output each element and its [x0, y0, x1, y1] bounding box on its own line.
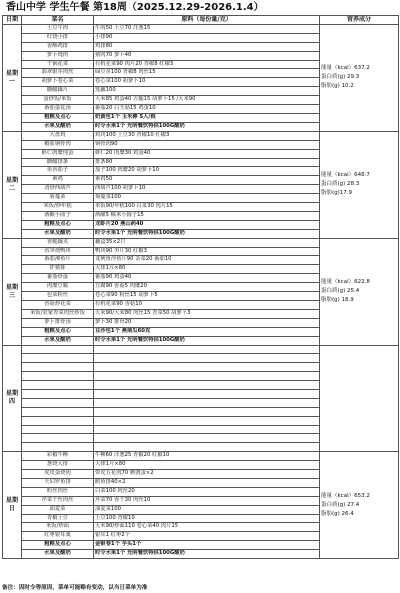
- dish-name: [22, 434, 94, 443]
- dish-name: 糖醋排条: [22, 158, 94, 167]
- dish-ingredients: 卷心菜90 粉丝15 胡萝卜5: [94, 292, 320, 301]
- dish-name: 芹菜干丝肉丝: [22, 496, 94, 505]
- dish-name: 米饭/农家青菜肉丝炒饭: [22, 309, 94, 318]
- dish-name: 萝卜烧肉: [22, 51, 94, 60]
- day-label: 星期三: [3, 238, 22, 345]
- dish-name: 红烧小排: [22, 33, 94, 42]
- dish-name: 干锅花菜: [22, 60, 94, 69]
- dish-name: 番茄炒蛋: [22, 274, 94, 283]
- dish-name: 香笋烧鸭块: [22, 247, 94, 256]
- dish-name: 粉丝肉丝: [22, 487, 94, 496]
- nutrition-info: [320, 131, 399, 238]
- dish-ingredients: 豆腐90 香菇5 肉糜20: [94, 283, 320, 292]
- nutrition-line: 能量（kcal）653.2: [321, 492, 370, 499]
- dish-ingredients: 猪肉70 萝卜40: [94, 51, 320, 60]
- nutrition-line: 脂肪(g) 26.4: [321, 510, 354, 517]
- dish-ingredients: 小排90: [94, 33, 320, 42]
- dish-name: [22, 381, 94, 390]
- dish-ingredients: 鸡排80: [94, 42, 320, 51]
- dish-name: 香脆藕夹: [22, 238, 94, 247]
- dish-ingredients: [94, 416, 320, 425]
- dish-name: [22, 345, 94, 354]
- dish-ingredients: 莲藕100: [94, 87, 320, 96]
- dish-ingredients: [94, 345, 320, 354]
- nutrition-info: [320, 345, 399, 452]
- dish-ingredients: 金银卷1个 芋头1个: [94, 541, 320, 550]
- table-row: [3, 345, 399, 354]
- dish-ingredients: 排条80: [94, 158, 320, 167]
- dish-ingredients: 带皮五花肉70 鹌鹑蛋×2: [94, 470, 320, 479]
- dish-name: [22, 354, 94, 363]
- day-label: 星期二: [3, 131, 22, 238]
- dish-ingredients: [94, 407, 320, 416]
- dish-name: 番茄蛋花汤: [22, 105, 94, 114]
- day-label: 星期四: [3, 345, 22, 452]
- dish-ingredients: 虾仁20 肉糜30 鸡蛋40: [94, 149, 320, 158]
- nutrition-line: 能量（kcal）637.2: [321, 65, 370, 72]
- dish-ingredients: [94, 381, 320, 390]
- dish-ingredients: [94, 434, 320, 443]
- table-row: [3, 131, 399, 140]
- dish-name: 米饭/炒年糕: [22, 203, 94, 212]
- dish-name: 米饭/炒面: [22, 523, 94, 532]
- dish-name: 肉糜豆腐: [22, 283, 94, 292]
- nutrition-line: 能量（kcal）622.8: [321, 279, 370, 286]
- day-label: 星期日: [3, 452, 22, 559]
- dish-ingredients: 大米90/炒面110 卷心菜40 肉片15: [94, 523, 320, 532]
- nutrition-line: 脂肪(g)17.9: [321, 190, 353, 197]
- dish-name: [22, 398, 94, 407]
- nutrition-line: 脂肪(g) 10.2: [321, 83, 354, 90]
- header-row: [3, 16, 399, 25]
- nutrition-line: 蛋白质(g) 29.3: [321, 74, 360, 81]
- dish-name: 萝卜排骨汤: [22, 318, 94, 327]
- dish-ingredients: 大米85 鸡蛋40 方腿15 胡萝卜15 /大米90: [94, 96, 320, 105]
- nutrition-line: 蛋白质(g) 25.4: [321, 288, 360, 295]
- header-dish: 菜名: [22, 16, 94, 25]
- dish-name: 清炒西葫芦: [22, 185, 94, 194]
- dish-name: 翡翠银芽肉丝: [22, 69, 94, 78]
- dish-ingredients: 土豆100 青椒10: [94, 514, 320, 523]
- dish-name: 土豆牛肉: [22, 24, 94, 33]
- table-row: [3, 238, 399, 247]
- dish-name: 水果及酸奶: [22, 336, 94, 345]
- dish-ingredients: [94, 389, 320, 398]
- nutrition-line: 脂肪(g) 18.9: [321, 297, 354, 304]
- dish-ingredients: 番茄90 鸡蛋40: [94, 274, 320, 283]
- footer-note: 备注：因时令等原因，菜单可能略有变动，以当日菜单为准: [2, 585, 148, 591]
- dish-name: 天妇罗鱼排: [22, 478, 94, 487]
- dish-ingredients: 萝卜30 排骨20: [94, 318, 320, 327]
- dish-ingredients: 鳕鱼排40×2: [94, 478, 320, 487]
- dish-ingredients: 牛柳60 洋葱25 青椒20 红椒10: [94, 452, 320, 461]
- dish-name: 椒盐钢骨肉: [22, 140, 94, 149]
- header-ingredients: 原料（每份量/克）: [94, 16, 320, 25]
- dish-ingredients: 有机花菜90 香菇10: [94, 301, 320, 310]
- table-row: [3, 24, 399, 33]
- dish-name: 水果及酸奶: [22, 550, 94, 559]
- dish-ingredients: [94, 398, 320, 407]
- dish-name: 红枣银耳羹: [22, 532, 94, 541]
- dish-ingredients: 时令水果1个 光明餐饮特供100G酸奶: [94, 122, 320, 131]
- dish-ingredients: 牛肉50 土豆70 洋葱15: [94, 24, 320, 33]
- dish-name: 粗粮及点心: [22, 541, 94, 550]
- page-title: 香山中学 学生午餐 第18周（2025.12.29-2026.1.4）: [6, 2, 264, 13]
- dish-ingredients: 米饭90/年糕100 白菜30 肉片15: [94, 203, 320, 212]
- dish-name: 香酥鸡排: [22, 42, 94, 51]
- dish-ingredients: 白菜100 肉丝20: [94, 487, 320, 496]
- dish-ingredients: [94, 372, 320, 381]
- nutrition-info: [320, 452, 399, 559]
- dish-ingredients: 钢骨肉90: [94, 140, 320, 149]
- dish-ingredients: 龙虾片20 燕山药40: [94, 220, 320, 229]
- dish-name: 水果及酸奶: [22, 122, 94, 131]
- dish-name: [22, 363, 94, 372]
- dish-ingredients: [94, 363, 320, 372]
- dish-name: 虾仁肉糜炖蛋: [22, 149, 94, 158]
- dish-name: 菊蔓菜: [22, 194, 94, 203]
- dish-ingredients: 豆沙包1个 燕南瓜60克: [94, 327, 320, 336]
- dish-name: [22, 372, 94, 381]
- dish-ingredients: 龙利鱼沙鱼片90 杂菜20 番茄10: [94, 256, 320, 265]
- dish-name: 粗粮及点心: [22, 327, 94, 336]
- dish-name: 包菜粉丝: [22, 292, 94, 301]
- dish-name: [22, 407, 94, 416]
- dish-name: [22, 425, 94, 434]
- table-row: [3, 452, 399, 461]
- dish-ingredients: 卷心菜100 胡萝卜10: [94, 78, 320, 87]
- dish-ingredients: 鸡块100 土豆30 青椒10 红椒3: [94, 131, 320, 140]
- dish-name: 胡萝卜卷心菜: [22, 78, 94, 87]
- menu-body: [3, 24, 399, 558]
- dish-ingredients: 时令水果1个 光明餐饮特供100G酸奶: [94, 550, 320, 559]
- dish-name: 葱烧大排: [22, 461, 94, 470]
- dish-name: 粗粮及点心: [22, 113, 94, 122]
- dish-name: 番茄沸鱼片: [22, 256, 94, 265]
- dish-ingredients: 大米90/大米80 肉丝15 青菜50 胡萝卜3: [94, 309, 320, 318]
- dish-name: 粗粮及点心: [22, 220, 94, 229]
- header-nutrition: 营养成分: [320, 16, 399, 25]
- dish-ingredients: 芹菜70 香干30 肉丝10: [94, 496, 320, 505]
- dish-name: [22, 389, 94, 398]
- dish-name: 素鸡: [22, 176, 94, 185]
- nutrition-line: 蛋白质(g) 28.3: [321, 181, 360, 188]
- dish-name: 大盘鸡: [22, 131, 94, 140]
- dish-ingredients: 有机花菜90 肉片20 青椒8 红椒3: [94, 60, 320, 69]
- dish-name: 青椒土豆: [22, 514, 94, 523]
- dish-name: 水果及酸奶: [22, 229, 94, 238]
- dish-ingredients: [94, 425, 320, 434]
- dish-ingredients: 茄子100 肉糜20 胡萝卜10: [94, 167, 320, 176]
- dish-name: [22, 416, 94, 425]
- dish-ingredients: 菊蔓菜100: [94, 194, 320, 203]
- dish-ingredients: 绿豆芽100 青椒8 肉丝15: [94, 69, 320, 78]
- dish-ingredients: 番茄20 白玉菇15 鸡蛋10: [94, 105, 320, 114]
- dish-ingredients: 时令水果1个 光明餐饮特供100G酸奶: [94, 229, 320, 238]
- dish-name: 鱼香茄子: [22, 167, 94, 176]
- dish-ingredients: 大排1片×80: [94, 265, 320, 274]
- dish-ingredients: 酒酿5 糯米小圆子15: [94, 211, 320, 220]
- dish-ingredients: 鸭块90 笋片30 红椒3: [94, 247, 320, 256]
- dish-ingredients: 大排1片×80: [94, 461, 320, 470]
- dish-ingredients: [94, 443, 320, 452]
- nutrition-info: [320, 24, 399, 131]
- dish-name: 油麦菜: [22, 505, 94, 514]
- dish-name: 虎皮蛋烧肉: [22, 470, 94, 479]
- dish-ingredients: 奶黄包1个 玉米棒 5人/根: [94, 113, 320, 122]
- dish-ingredients: 西葫芦100 胡萝卜10: [94, 185, 320, 194]
- menu-table: [2, 15, 399, 559]
- dish-ingredients: [94, 354, 320, 363]
- nutrition-info: [320, 238, 399, 345]
- dish-name: 炸猪排: [22, 265, 94, 274]
- dish-name: [22, 443, 94, 452]
- dish-ingredients: 素鸡50: [94, 176, 320, 185]
- dish-ingredients: 藕盒35×2只: [94, 238, 320, 247]
- header-date: 日期: [3, 16, 22, 25]
- nutrition-line: 蛋白质(g) 27.4: [321, 501, 360, 508]
- dish-name: 糖醋藕片: [22, 87, 94, 96]
- dish-name: 蛋炒饭/米饭: [22, 96, 94, 105]
- dish-ingredients: 时令水果1个 光明餐饮特供100G酸奶: [94, 336, 320, 345]
- nutrition-line: 能量（kcal）648.7: [321, 172, 370, 179]
- dish-ingredients: 油麦菜100: [94, 505, 320, 514]
- dish-name: 彩椒牛柳: [22, 452, 94, 461]
- day-label: 星期一: [3, 24, 22, 131]
- dish-name: 香菇炒花菜: [22, 301, 94, 310]
- dish-name: 酒酿小圆子: [22, 211, 94, 220]
- dish-ingredients: 银耳1 红枣2个: [94, 532, 320, 541]
